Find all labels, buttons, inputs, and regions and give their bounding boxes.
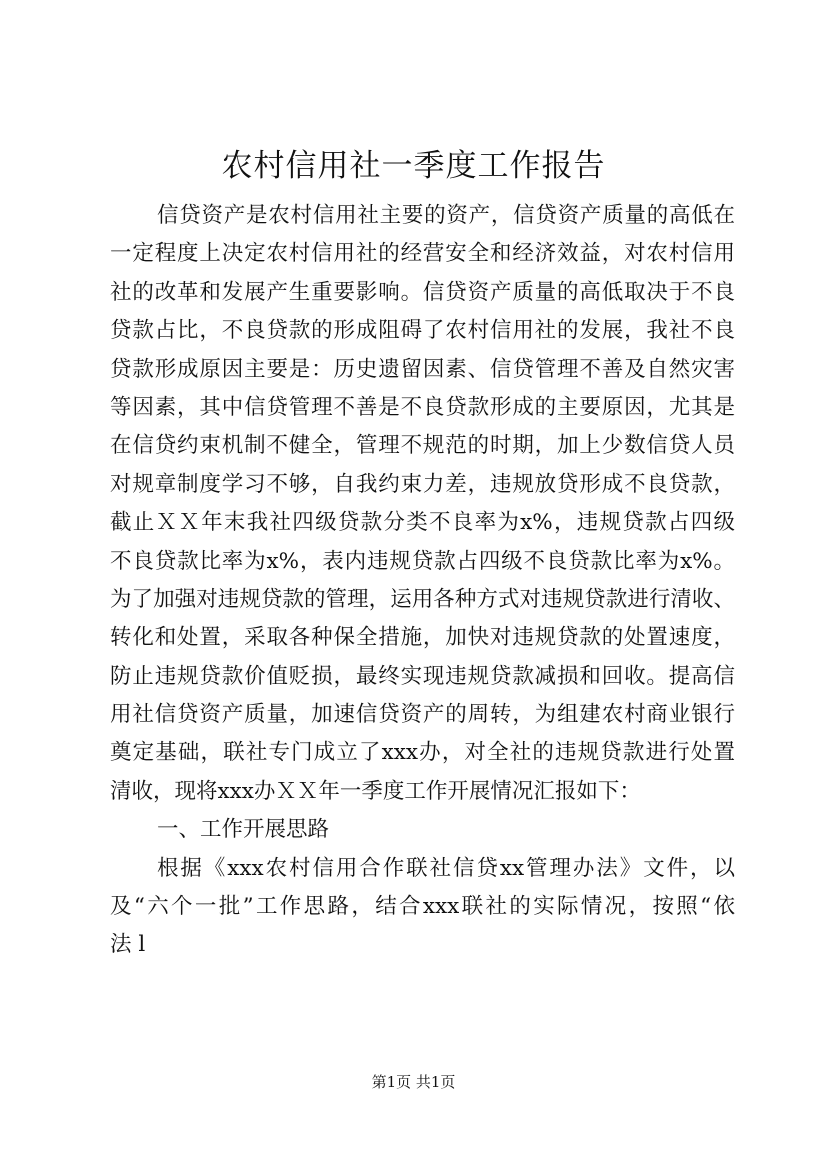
paragraph-line: 一定程度上决定农村信用社的经营安全和经济效益，对农村信用: [110, 241, 735, 267]
paragraph-line: 信贷资产是农村信用社主要的资产，信贷资产质量的高低在: [157, 203, 735, 228]
paragraph-line: 及“六个一批”工作思路，结合xxx联社的实际情况，按照“依: [110, 894, 735, 920]
document-title: 农村信用社一季度工作报告: [221, 148, 606, 184]
paragraph-line: 对规章制度学习不够，自我约束力差，违规放贷形成不良贷款，: [110, 471, 735, 497]
paragraph-line: 截止ＸＸ年末我社四级贷款分类不良率为x%，违规贷款占四级: [110, 510, 735, 536]
paragraph-line: 根据《xxx农村信用合作联社信贷xx管理办法》文件，以: [157, 855, 735, 881]
paragraph-line: 为了加强对违规贷款的管理，运用各种方式对违规贷款进行清收、: [110, 586, 735, 612]
paragraph-line: 防止违规贷款价值贬损，最终实现违规贷款减损和回收。提高信: [110, 663, 735, 689]
paragraph-line: 奠定基础，联社专门成立了xxx办，对全社的违规贷款进行处置: [110, 740, 735, 766]
document-body: [110, 197, 735, 965]
paragraph-line: 社的改革和发展产生重要影响。信贷资产质量的高低取决于不良: [110, 279, 735, 305]
paragraph-line: 清收，现将xxx办ＸＸ年一季度工作开展情况汇报如下：: [110, 778, 641, 804]
page-number-footer: 第1页 共1页: [371, 1073, 456, 1091]
paragraph-line: 法 l: [110, 932, 146, 958]
paragraph-line: 贷款形成原因主要是：历史遗留因素、信贷管理不善及自然灾害: [110, 356, 735, 382]
paragraph-line: 不良贷款比率为x%，表内违规贷款占四级不良贷款比率为x%。: [110, 548, 735, 574]
paragraph-line: 等因素，其中信贷管理不善是不良贷款形成的主要原因，尤其是: [110, 394, 735, 420]
paragraph-line: 贷款占比，不良贷款的形成阻碍了农村信用社的发展，我社不良: [110, 318, 735, 344]
paragraph-line: 转化和处置，采取各种保全措施，加快对违规贷款的处置速度，: [110, 625, 735, 651]
section-heading: 一、工作开展思路: [157, 817, 330, 843]
paragraph-line: 在信贷约束机制不健全，管理不规范的时期，加上少数信贷人员: [110, 433, 735, 459]
paragraph-line: 用社信贷资产质量，加速信贷资产的周转，为组建农村商业银行: [110, 702, 735, 728]
